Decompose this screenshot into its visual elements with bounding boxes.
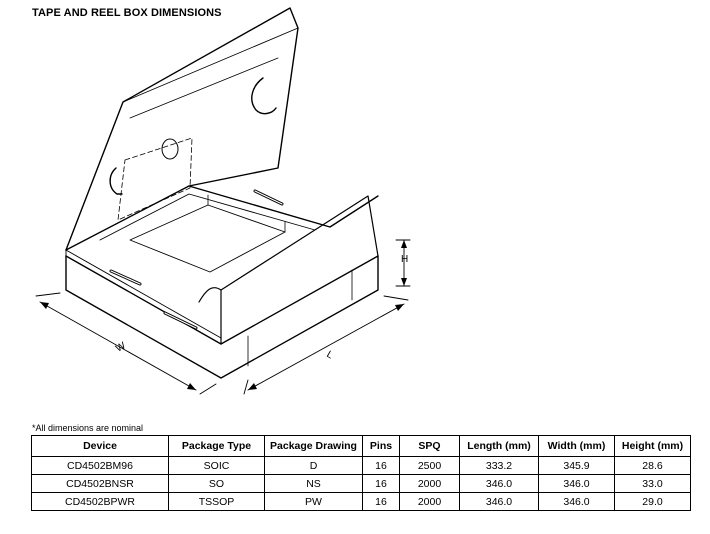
header-pins: Pins — [363, 436, 400, 457]
cell-length: 346.0 — [460, 493, 539, 511]
cell-package-drawing: D — [265, 457, 363, 475]
table-header-row — [32, 436, 691, 457]
cell-width: 346.0 — [539, 475, 615, 493]
cell-device: CD4502BNSR — [32, 475, 169, 493]
cell-length: 333.2 — [460, 457, 539, 475]
page-title: TAPE AND REEL BOX DIMENSIONS — [32, 7, 222, 19]
table-row — [32, 475, 691, 493]
dimensions-table — [31, 435, 691, 511]
cell-height: 29.0 — [615, 493, 691, 511]
header-spq: SPQ — [400, 436, 460, 457]
cell-width: 346.0 — [539, 493, 615, 511]
cell-pins: 16 — [363, 493, 400, 511]
cell-height: 33.0 — [615, 475, 691, 493]
header-package-drawing: Package Drawing — [265, 436, 363, 457]
table-row — [32, 457, 691, 475]
cell-pins: 16 — [363, 475, 400, 493]
cell-package-type: SOIC — [169, 457, 265, 475]
header-width: Width (mm) — [539, 436, 615, 457]
cell-pins: 16 — [363, 457, 400, 475]
cell-spq: 2000 — [400, 493, 460, 511]
width-label: W — [114, 340, 128, 355]
header-height: Height (mm) — [615, 436, 691, 457]
header-length: Length (mm) — [460, 436, 539, 457]
cell-length: 346.0 — [460, 475, 539, 493]
cell-height: 28.6 — [615, 457, 691, 475]
cell-spq: 2000 — [400, 475, 460, 493]
cell-width: 345.9 — [539, 457, 615, 475]
nominal-note: *All dimensions are nominal — [32, 423, 144, 433]
cell-device: CD4502BM96 — [32, 457, 169, 475]
length-label: L — [324, 349, 335, 362]
cell-device: CD4502BPWR — [32, 493, 169, 511]
cell-package-drawing: PW — [265, 493, 363, 511]
header-device: Device — [32, 436, 169, 457]
header-package-type: Package Type — [169, 436, 265, 457]
table-row — [32, 493, 691, 511]
cell-spq: 2500 — [400, 457, 460, 475]
height-label: H — [401, 254, 409, 265]
cell-package-type: SO — [169, 475, 265, 493]
cell-package-type: TSSOP — [169, 493, 265, 511]
cell-package-drawing: NS — [265, 475, 363, 493]
